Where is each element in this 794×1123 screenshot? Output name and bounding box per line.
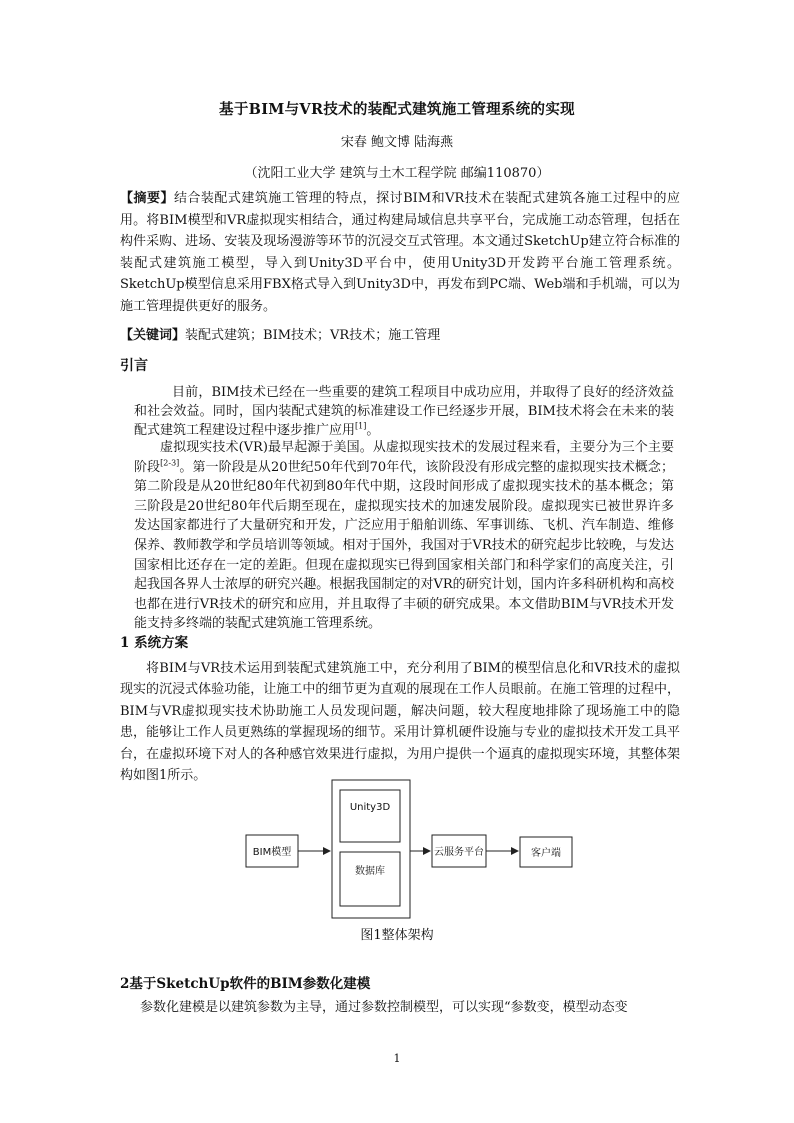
figure-caption: 图1整体架构 xyxy=(360,928,434,943)
abstract-text: 结合装配式建筑施工管理的特点，探讨BIM和VR技术在装配式建筑各施工过程中的应用。将BIM模型和VR虚拟现实相结合，通过构建局域信息共享平台，完成施工动态管理，包括在构件采购、进场、安装及现场漫游等环节的沉浸交互式管理。本文通过SketchUp建立符合标准的装配式建筑施工模型，导入到Unity3D平台中，使用Unity3D开发跨平台施工管理系统。SketchUp模型信息采用FBX格式导入到Unity3D中，再发布到PC端、Web端和手机端，可以为施工管理提供更好的服务。 xyxy=(120,191,680,314)
client-label: 客户端 xyxy=(531,848,561,859)
unity3d-label: Unity3D xyxy=(349,802,391,813)
authors: 宋春 鲍文博 陆海燕 xyxy=(340,135,454,150)
section-1-heading: 1 系统方案 xyxy=(120,635,189,651)
section-1-paragraph: 将BIM与VR技术运用到装配式建筑施工中，充分利用了BIM的模型信息化和VR技术的虚拟现实的沉浸式体验功能，让施工中的细节更为直观的展现在工作人员眼前。在施工管理的过程中，BIM与VR虚拟现实技术协助施工人员发现问题，解决问题，较大程度地排除了现场施工中的隐患，能够让工作人员更熟练的掌握现场的细节。采用计算机硬件设施与专业的虚拟技术开发工具平台，在虚拟环境下对人的各种感官效果进行虚拟，为用户提供一个逼真的虚拟现实环境，其整体架构如图1所示。 xyxy=(120,661,680,784)
architecture-diagram xyxy=(230,778,590,922)
intro-paragraph-2-text-a: 虚拟现实技术(VR)最早起源于美国。从虚拟现实技术的发展过程来看，主要分为三个主要阶段 xyxy=(134,440,674,475)
cloud-platform-label: 云服务平台 xyxy=(434,847,484,858)
database-label: 数据库 xyxy=(355,866,385,877)
abstract xyxy=(120,188,680,317)
section-2-paragraph: 参数化建模是以建筑参数为主导，通过参数控制模型，可以实现“参数变，模型动态变 xyxy=(140,1000,628,1015)
database-node xyxy=(340,852,400,906)
keywords xyxy=(120,325,680,347)
intro-heading: 引言 xyxy=(120,358,148,374)
affiliation: （沈阳工业大学 建筑与土木工程学院 邮编110870） xyxy=(244,166,550,181)
platform-container xyxy=(332,780,410,918)
keywords-label: 【关键词】 xyxy=(120,328,186,343)
abstract-label: 【摘要】 xyxy=(120,191,174,206)
paper-title: 基于BIM与VR技术的装配式建筑施工管理系统的实现 xyxy=(219,101,575,118)
intro-paragraph-2 xyxy=(134,438,674,634)
citation-2-3: [2-3] xyxy=(160,458,180,468)
section-2-heading: 2基于SketchUp软件的BIM参数化建模 xyxy=(120,976,371,992)
intro-paragraph-2-text-b: 。第一阶段是从20世纪50年代到70年代，该阶段没有形成完整的虚拟现实技术概念；第二阶段是从20世纪80年代初到80年代中期，这段时间形成了虚拟现实技术的基本概念；第三阶段是20世纪80年代后期至现在，虚拟现实技术的加速发展阶段。虚拟现实已被世界许多发达国家都进行了大量研究和开发，广泛应用于船舶训练、军事训练、飞机、汽车制造、维修保养、教师教学和学员培训等领域。相对于国外，我国对于VR技术的研究起步比较晚，与发达国家相比还存在一定的差距。但现在虚拟现实已得到国家相关部门和科学家们的高度关注，引起我国各界人士浓厚的研究兴趣。根据我国制定的对VR的研究计划，国内许多科研机构和高校也都在进行VR技术的研究和应用，并且取得了丰硕的研究成果。本文借助BIM与VR技术开发能支持多终端的装配式建筑施工管理系统。 xyxy=(134,459,674,632)
page-number: 1 xyxy=(393,1052,401,1065)
citation-1: [1] xyxy=(355,421,367,431)
intro-paragraph-1-end: 。 xyxy=(366,423,380,438)
intro-paragraph-1-text: 目前，BIM技术已经在一些重要的建筑工程项目中成功应用，并取得了良好的经济效益和社会效益。同时，国内装配式建筑的标准建设工作已经逐步开展，BIM技术将会在未来的装配式建筑工程建设过程中逐步推广应用 xyxy=(134,385,674,438)
bim-model-label: BIM模型 xyxy=(252,847,292,858)
intro-paragraph-1 xyxy=(134,383,674,440)
keywords-text: 装配式建筑；BIM技术；VR技术；施工管理 xyxy=(185,328,441,343)
unity3d-node xyxy=(340,790,400,842)
